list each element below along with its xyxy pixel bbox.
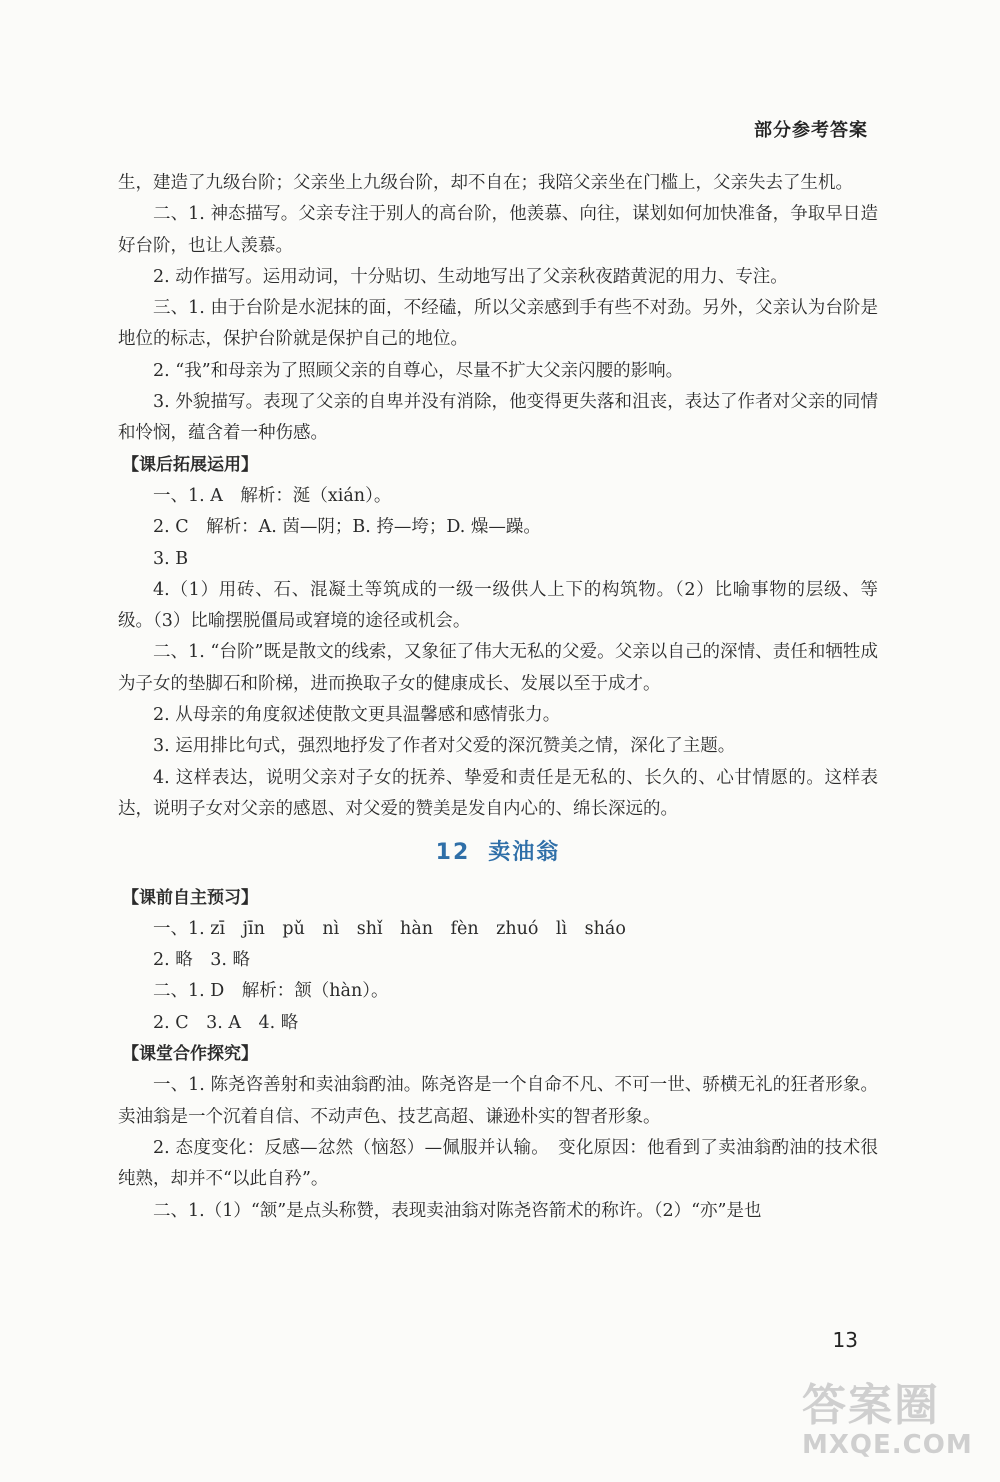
answer-paragraph: 2. C 3. A 4. 略	[153, 1012, 299, 1033]
answer-paragraph: 2. C 解析：A. 茵—阴；B. 挎—垮；D. 燥—躁。	[153, 517, 541, 538]
answer-content	[118, 168, 878, 1227]
chapter-title	[118, 837, 878, 868]
answer-paragraph: 4. 这样表达，说明父亲对子女的抚养、挚爱和责任是无私的、长久的、心甘情愿的。这样表达，说明子女对父亲的感恩、对父爱的赞美是发自内心的、绵长深远的。	[118, 767, 878, 819]
answer-paragraph: 二、1.（1）“颔”是点头称赞，表现卖油翁对陈尧咨箭术的称许。（2）“亦”是也	[153, 1200, 762, 1221]
answer-paragraph: 3. 运用排比句式，强烈地抒发了作者对父爱的深沉赞美之情，深化了主题。	[153, 736, 736, 757]
answer-paragraph: 3. 外貌描写。表现了父亲的自卑并没有消除，他变得更失落和沮丧，表达了作者对父亲的同情和怜悯，蕴含着一种伤感。	[118, 392, 878, 444]
chapter-name: 卖油翁	[488, 840, 561, 866]
answer-paragraph: 生，建造了九级台阶；父亲坐上九级台阶，却不自在；我陪父亲坐在门槛上，父亲失去了生机。	[118, 173, 853, 193]
answer-paragraph: 4.（1）用砖、石、混凝土等筑成的一级一级供人上下的构筑物。（2）比喻事物的层级、等级。（3）比喻摆脱僵局或窘境的途径或机会。	[118, 579, 878, 632]
watermark	[802, 1382, 972, 1474]
answer-paragraph: 二、1. 神态描写。父亲专注于别人的高台阶，他羡慕、向往，谋划如何加快准备，争取早日造好台阶，也让人羡慕。	[118, 204, 878, 256]
section-heading: 【课前自主预习】	[122, 887, 258, 908]
page-number: 13	[832, 1328, 858, 1352]
answer-paragraph: 2. 略 3. 略	[153, 950, 251, 971]
answer-paragraph: 一、1. 陈尧咨善射和卖油翁酌油。陈尧咨是一个自命不凡、不可一世、骄横无礼的狂者形象。卖油翁是一个沉着自信、不动声色、技艺高超、谦逊朴实的智者形象。	[118, 1075, 878, 1127]
answer-paragraph: 二、1. D 解析：颔（hàn）。	[153, 981, 389, 1002]
watermark-logo: 答案圈	[802, 1380, 940, 1431]
answer-paragraph: 2. 态度变化：反感—忿然（恼怒）—佩服并认输。 变化原因：他看到了卖油翁酌油的技术很纯熟，却并不“以此自矜”。	[118, 1137, 878, 1190]
answer-paragraph: 三、1. 由于台阶是水泥抹的面，不经磕，所以父亲感到手有些不对劲。另外，父亲认为台阶是地位的标志，保护台阶就是保护自己的地位。	[118, 298, 878, 350]
answer-paragraph: 一、1. A 解析：涎（xián）。	[153, 485, 392, 506]
answer-paragraph: 一、1. zī jīn pǔ nì shǐ hàn fèn zhuó lì sháo	[153, 918, 626, 939]
answer-paragraph: 2. 动作描写。运用动词，十分贴切、生动地写出了父亲秋夜踏黄泥的用力、专注。	[153, 266, 788, 287]
section-heading: 【课后拓展运用】	[122, 454, 258, 475]
answer-paragraph: 3. B	[153, 548, 189, 569]
answer-paragraph: 二、1. “台阶”既是散文的线索，又象征了伟大无私的父爱。父亲以自己的深情、责任和牺牲成为子女的垫脚石和阶梯，进而换取子女的健康成长、发展以至于成才。	[118, 642, 878, 694]
answer-paragraph: 2. “我”和母亲为了照顾父亲的自尊心，尽量不扩大父亲闪腰的影响。	[153, 360, 684, 381]
section-heading: 【课堂合作探究】	[122, 1044, 258, 1065]
answer-paragraph: 2. 从母亲的角度叙述使散文更具温馨感和感情张力。	[153, 705, 561, 726]
page-header-title: 部分参考答案	[754, 120, 868, 141]
watermark-url: MXQE.COM	[802, 1430, 973, 1460]
chapter-number: 12	[435, 840, 471, 866]
